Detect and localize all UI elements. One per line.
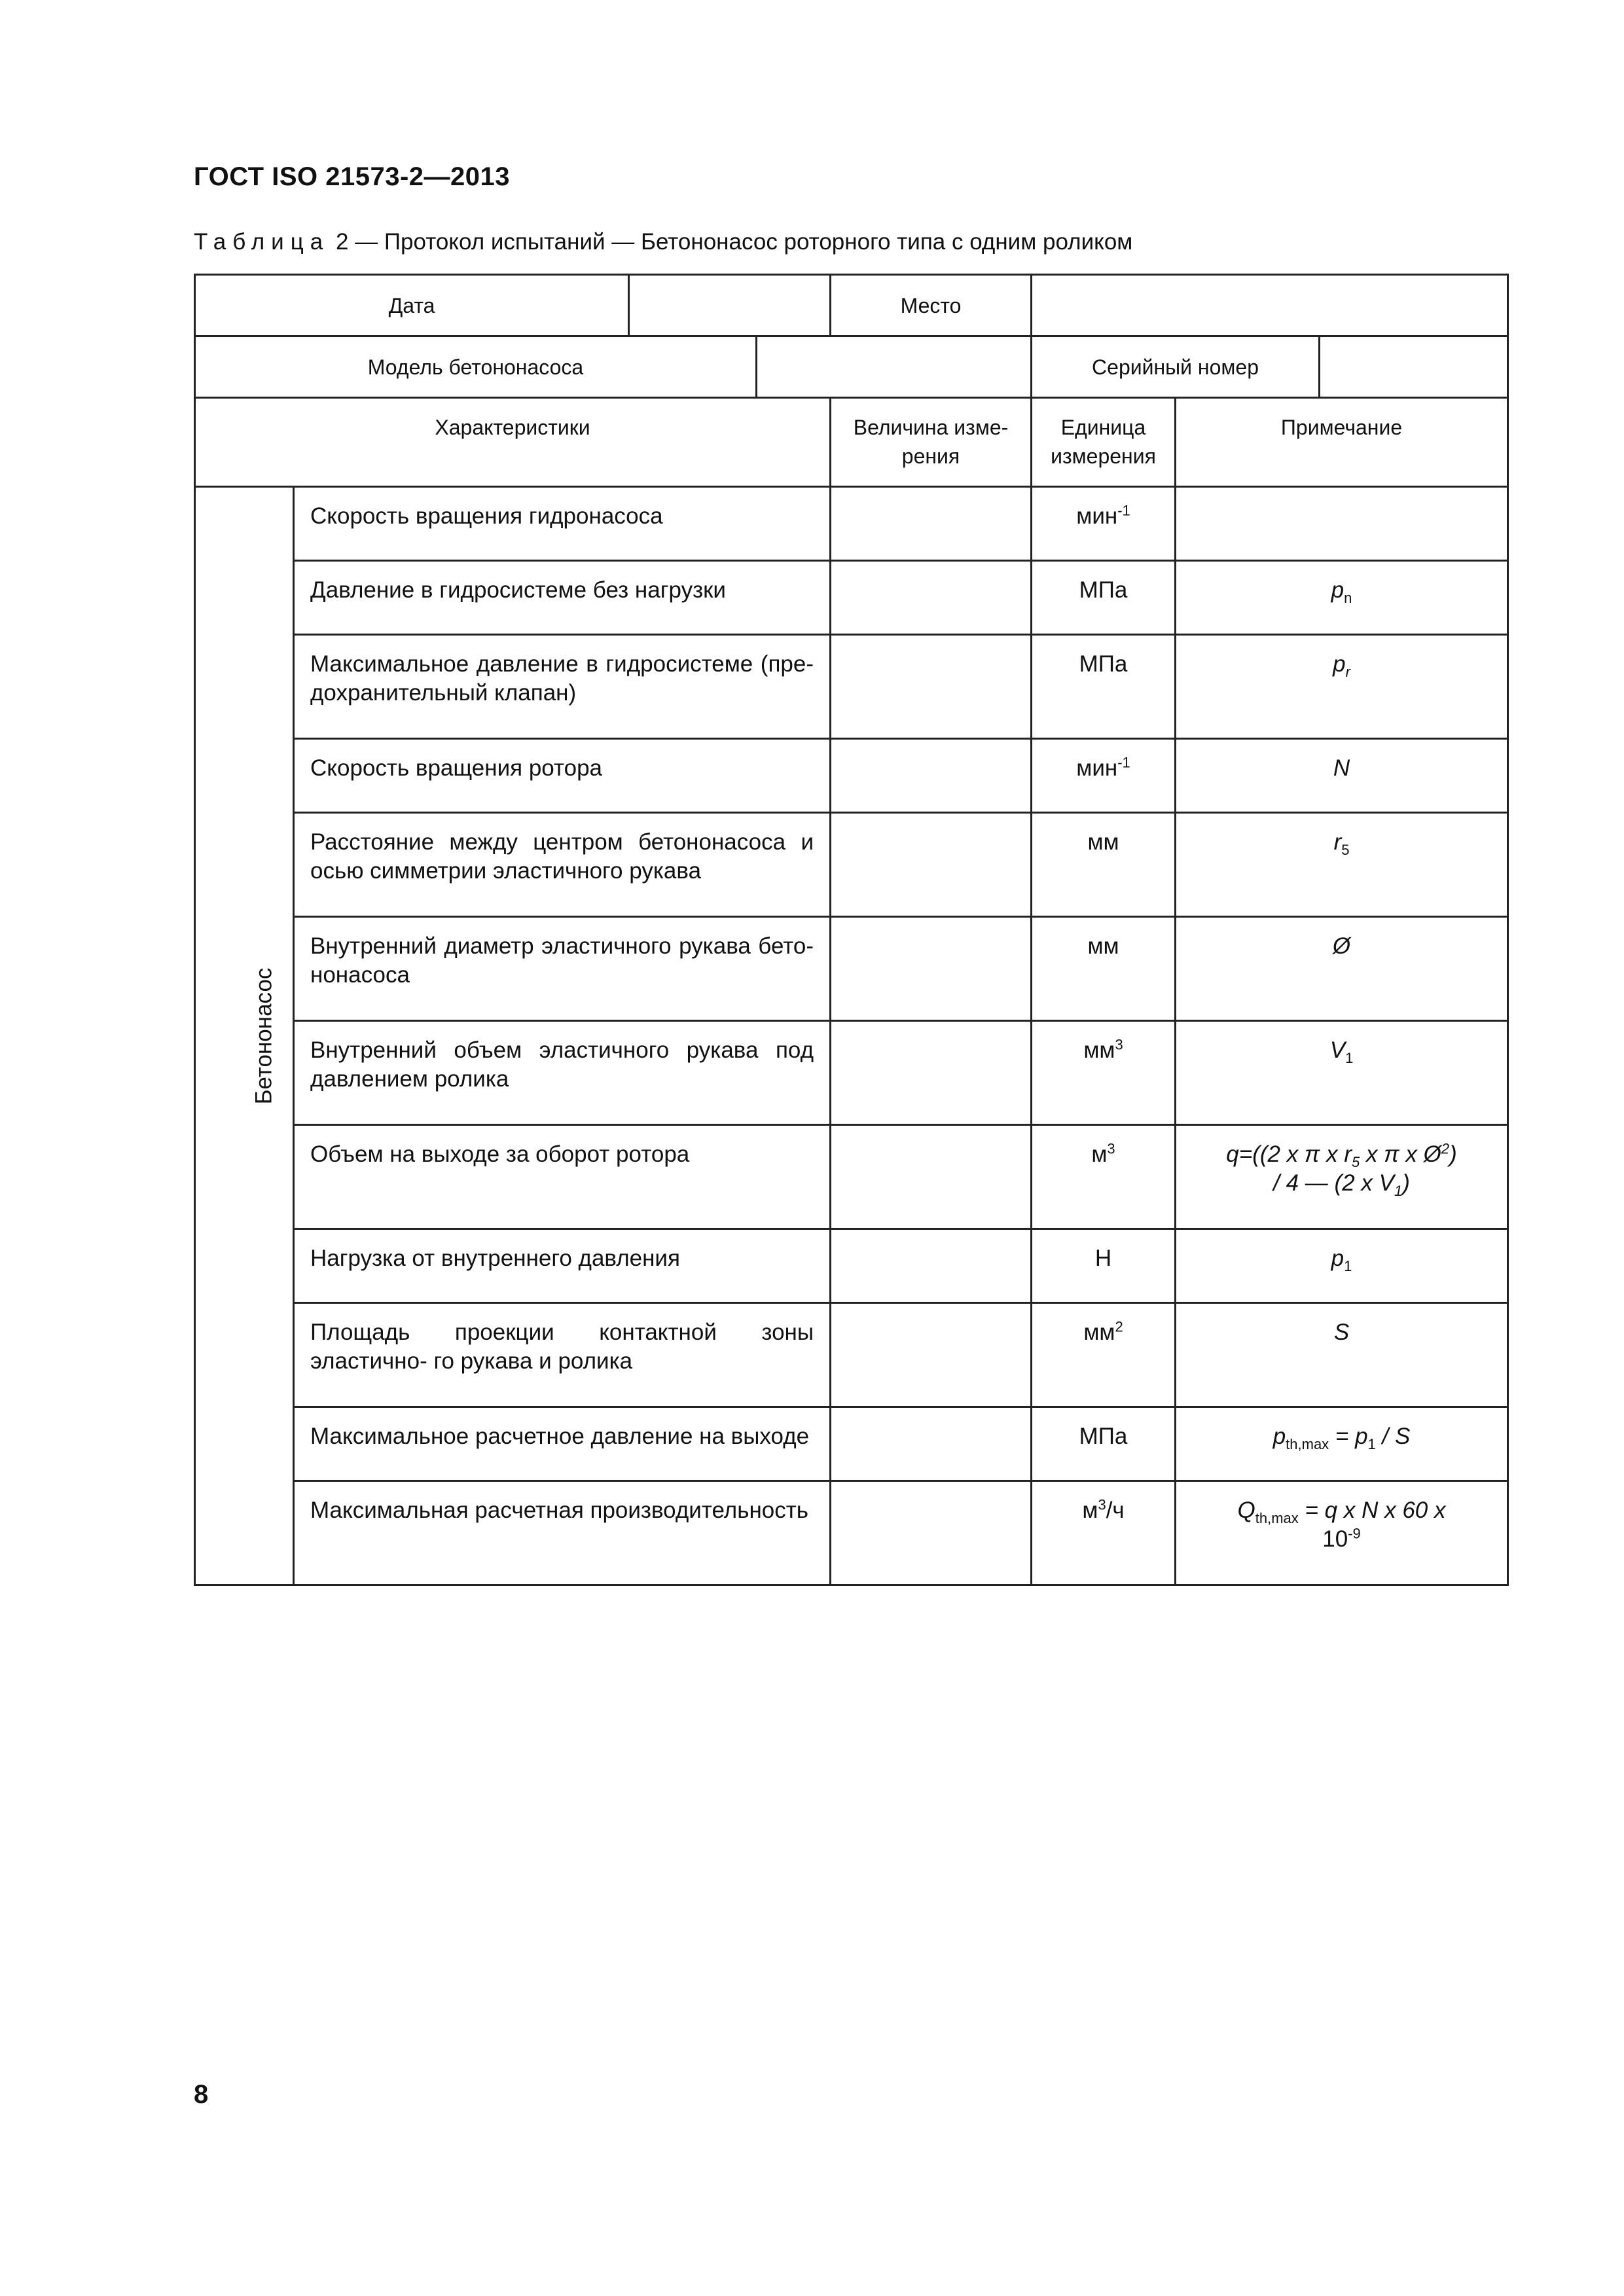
row-note: $r_5$ (1176, 813, 1508, 917)
header-row-date (195, 275, 1508, 336)
row-measured-value[interactable] (831, 813, 1032, 917)
row-note: $p_{th,max} = p_1 / S$ (1176, 1407, 1508, 1481)
row-note (1176, 487, 1508, 561)
col-unit-line1: Единица (1060, 416, 1146, 439)
caption-text: — Протокол испытаний — Бетононасос роторного типа с одним роликом (348, 229, 1133, 255)
col-unit-line2: измерения (1051, 444, 1156, 468)
document-code: ГОСТ ISO 21573-2—2013 (194, 162, 510, 191)
row-measured-value[interactable] (831, 561, 1032, 635)
row-desc: Максимальное расчетное давление на выходе (294, 1407, 831, 1481)
table-row (195, 635, 1508, 739)
row-note: $p_n$ (1176, 561, 1508, 635)
row-unit: $м^3/ч$ (1032, 1481, 1176, 1585)
table-row (195, 1303, 1508, 1407)
caption-label: Таблица (194, 229, 330, 255)
date-value[interactable] (629, 275, 831, 336)
table-caption (194, 229, 1132, 255)
row-note: q=((2 x π x $r_5$ x π x $Ø^2$) / 4 — (2 x $V_1$) (1176, 1125, 1508, 1229)
caption-number: 2 (335, 229, 349, 255)
row-desc: Максимальное давление в гидросистеме (пре- дохранительный клапан) (294, 635, 831, 739)
table-row (195, 561, 1508, 635)
row-measured-value[interactable] (831, 1303, 1032, 1407)
date-label: Дата (195, 275, 629, 336)
group-label: Бетононасос (251, 967, 277, 1104)
row-unit: $мм^3$ (1032, 1021, 1176, 1125)
col-characteristics: Характеристики (195, 398, 831, 487)
table-row (195, 813, 1508, 917)
row-note: S (1176, 1303, 1508, 1407)
row-measured-value[interactable] (831, 635, 1032, 739)
row-measured-value[interactable] (831, 1229, 1032, 1303)
header-row-model (195, 336, 1508, 398)
row-measured-value[interactable] (831, 1407, 1032, 1481)
col-note: Примечание (1176, 398, 1508, 487)
row-note: $Q_{th,max} = q$ x N x 60 x $10^{-9}$ (1176, 1481, 1508, 1585)
row-unit: мм (1032, 813, 1176, 917)
row-unit: Н (1032, 1229, 1176, 1303)
row-unit: МПа (1032, 635, 1176, 739)
table-row (195, 1481, 1508, 1585)
row-desc: Внутренний диаметр эластичного рукава бето- нонасоса (294, 917, 831, 1021)
row-note: $V_1$ (1176, 1021, 1508, 1125)
table-row (195, 487, 1508, 561)
row-desc: Внутренний объем эластичного рукава под давлением ролика (294, 1021, 831, 1125)
test-protocol-table (194, 274, 1509, 1586)
model-label: Модель бетононасоса (195, 336, 757, 398)
row-desc: Площадь проекции контактной зоны эластично- го рукава и ролика (294, 1303, 831, 1407)
table-row (195, 1125, 1508, 1229)
row-measured-value[interactable] (831, 1481, 1032, 1585)
row-measured-value[interactable] (831, 917, 1032, 1021)
table-row (195, 1229, 1508, 1303)
row-note: N (1176, 739, 1508, 813)
row-desc: Скорость вращения ротора (294, 739, 831, 813)
table-row (195, 739, 1508, 813)
row-desc: Максимальная расчетная производительность (294, 1481, 831, 1585)
row-note: $p_1$ (1176, 1229, 1508, 1303)
row-note: Ø (1176, 917, 1508, 1021)
row-desc: Давление в гидросистеме без нагрузки (294, 561, 831, 635)
row-unit: $м^3$ (1032, 1125, 1176, 1229)
row-unit: мин$^{-1}$ (1032, 739, 1176, 813)
row-desc: Нагрузка от внутреннего давления (294, 1229, 831, 1303)
serial-label: Серийный номер (1032, 336, 1320, 398)
row-measured-value[interactable] (831, 1021, 1032, 1125)
table-row (195, 917, 1508, 1021)
row-measured-value[interactable] (831, 487, 1032, 561)
row-desc: Объем на выходе за оборот ротора (294, 1125, 831, 1229)
row-measured-value[interactable] (831, 739, 1032, 813)
serial-value[interactable] (1320, 336, 1508, 398)
row-measured-value[interactable] (831, 1125, 1032, 1229)
row-unit: $мм^2$ (1032, 1303, 1176, 1407)
page-number: 8 (194, 2080, 209, 2109)
group-label-cell (195, 487, 294, 1585)
place-label: Место (831, 275, 1032, 336)
row-desc: Расстояние между центром бетононасоса и осью симметрии эластичного рукава (294, 813, 831, 917)
col-measured (831, 398, 1032, 487)
model-value[interactable] (757, 336, 1032, 398)
row-note: $p_r$ (1176, 635, 1508, 739)
col-measured-line1: Величина изме- (853, 416, 1009, 439)
row-unit: мм (1032, 917, 1176, 1021)
row-unit: МПа (1032, 561, 1176, 635)
col-unit (1032, 398, 1176, 487)
table-row (195, 1021, 1508, 1125)
col-measured-line2: рения (901, 444, 960, 468)
row-desc: Скорость вращения гидронасоса (294, 487, 831, 561)
place-value[interactable] (1032, 275, 1508, 336)
table-row (195, 1407, 1508, 1481)
row-unit: мин$^{-1}$ (1032, 487, 1176, 561)
header-row-columns (195, 398, 1508, 487)
row-unit: МПа (1032, 1407, 1176, 1481)
